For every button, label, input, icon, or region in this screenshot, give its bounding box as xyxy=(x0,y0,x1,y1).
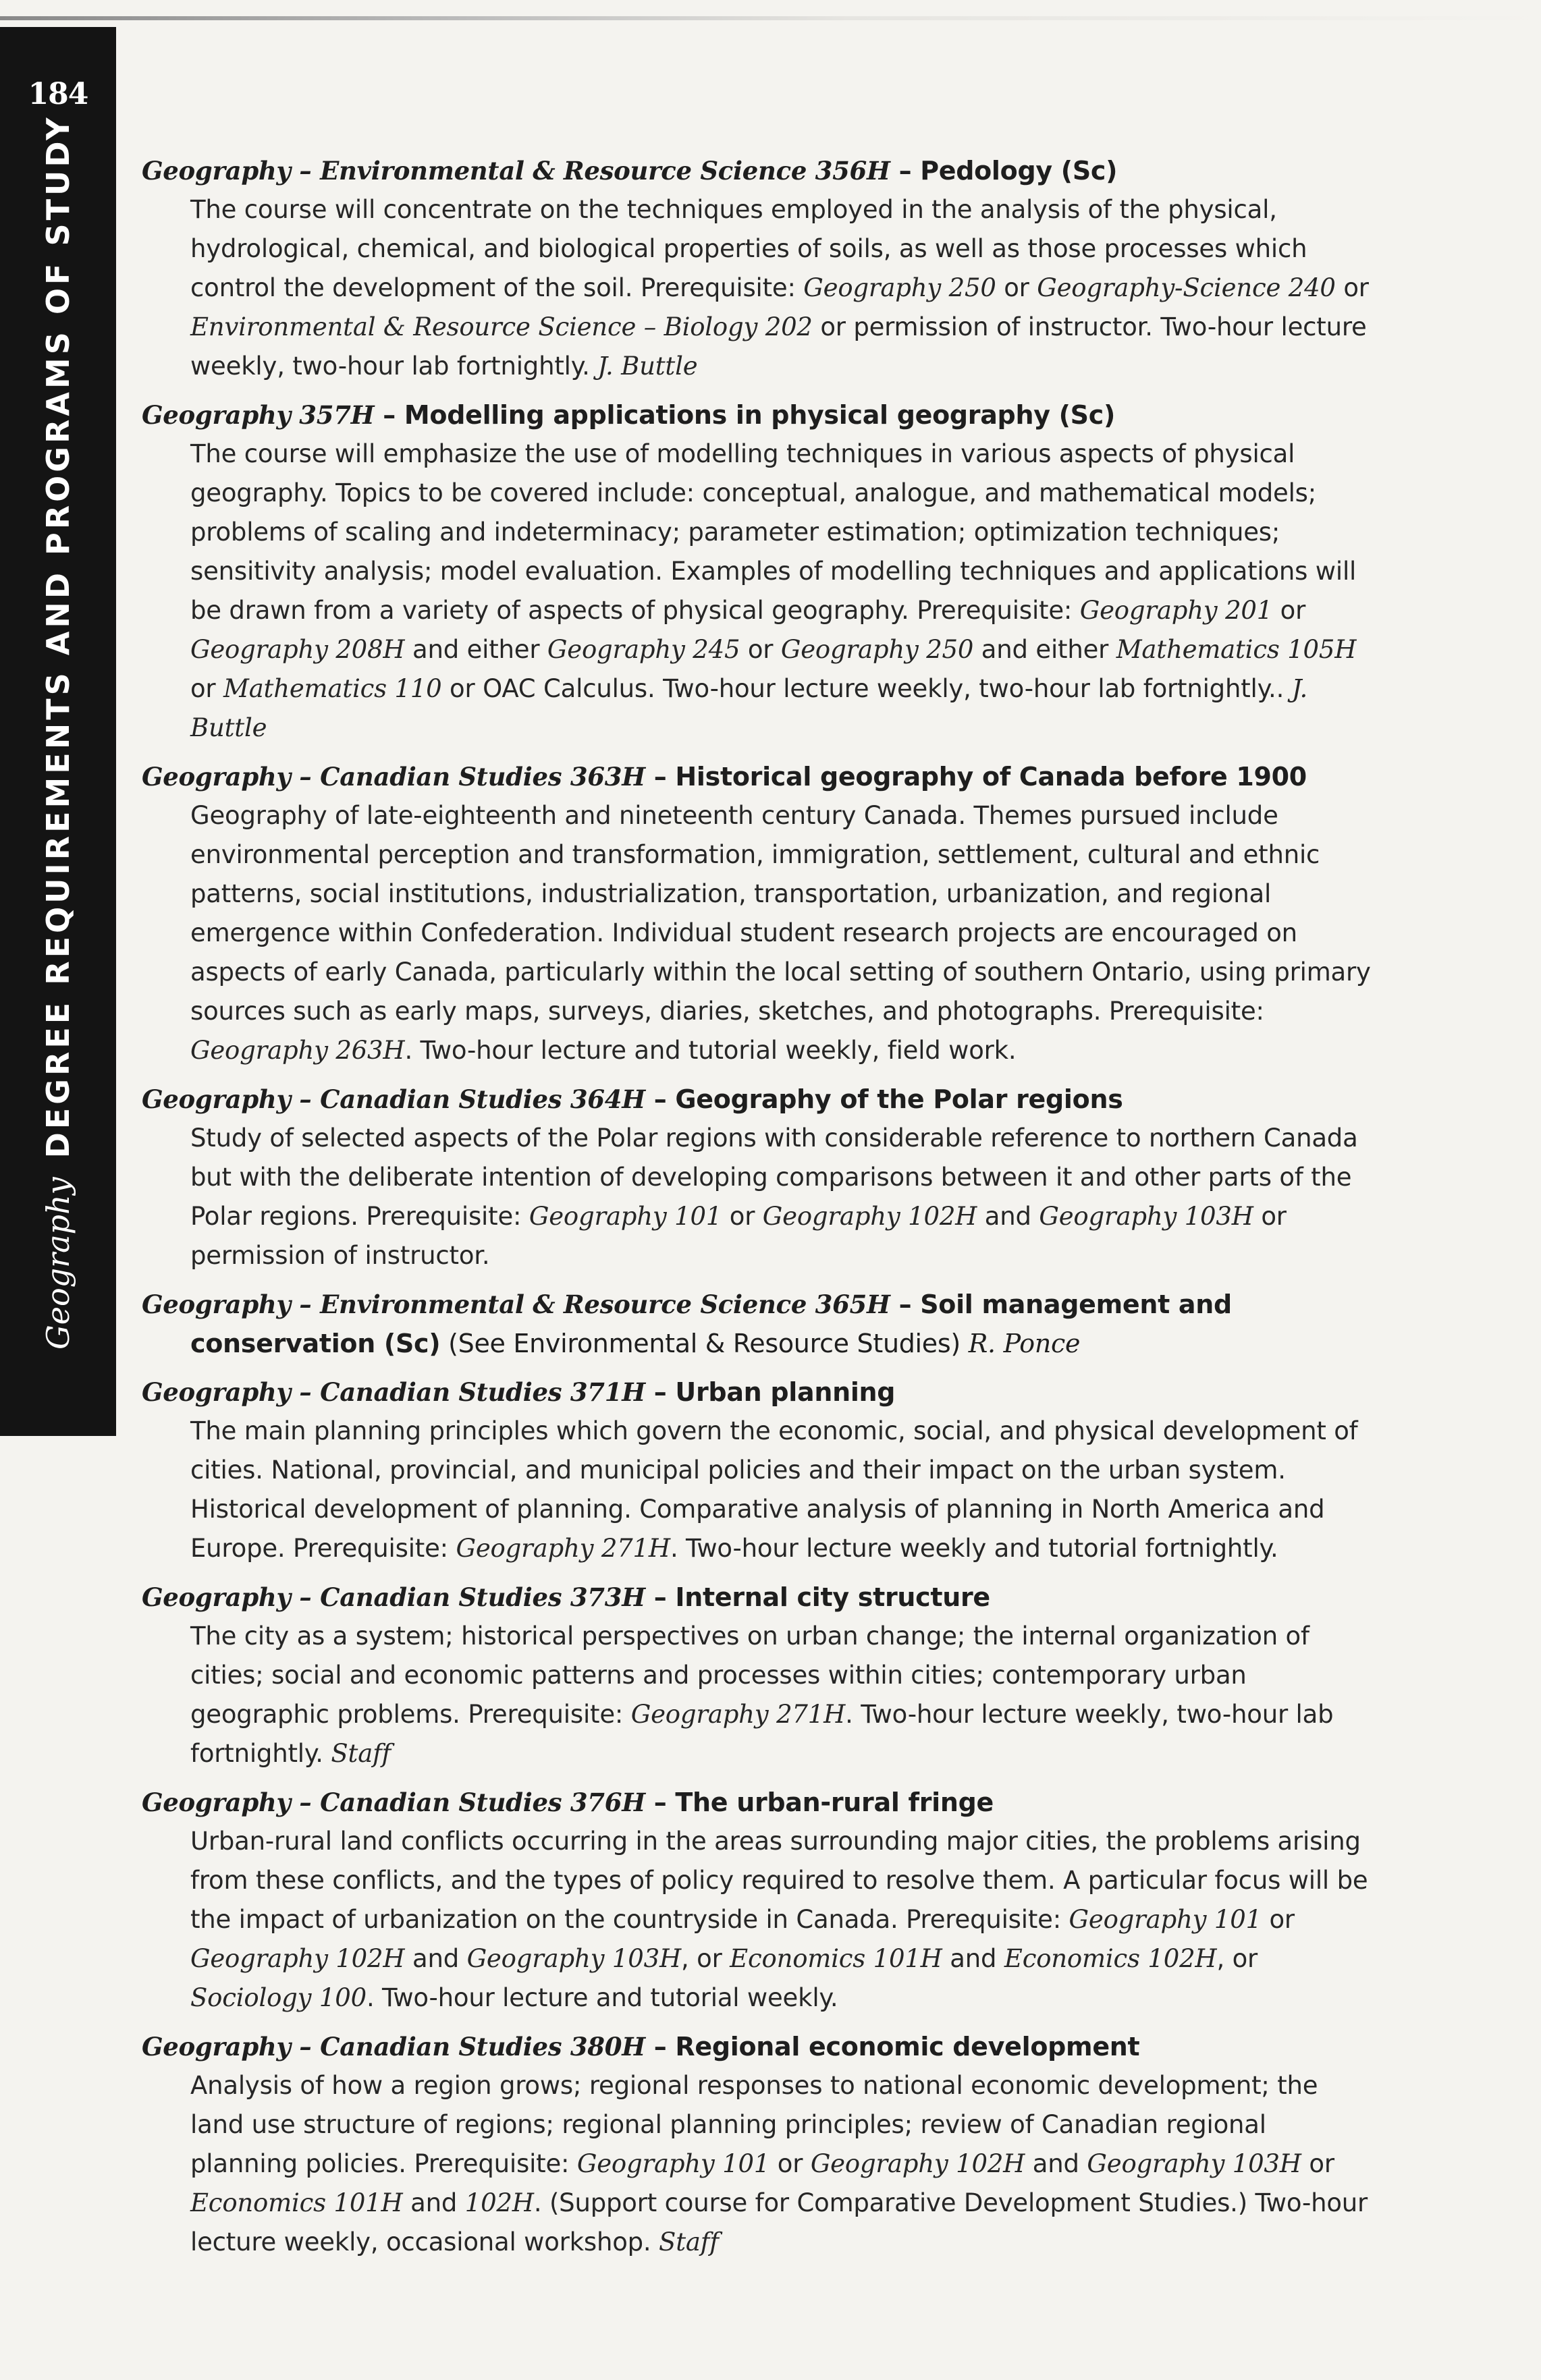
course-reference: Mathematics 110 xyxy=(223,674,442,703)
description-text: or xyxy=(740,635,781,664)
course-description xyxy=(142,1412,1377,1568)
course-description xyxy=(142,435,1377,748)
course-entry xyxy=(142,151,1377,386)
heading-separator: – xyxy=(645,1582,676,1612)
course-reference: Geography 263H xyxy=(190,1036,405,1065)
course-heading xyxy=(142,1578,1377,1617)
description-text: , or xyxy=(681,1944,730,1973)
section-title xyxy=(31,114,85,1350)
description-text: The course will emphasize the use of modelling techniques in various aspects of physical geography. Topics to be covered include: conceptual, analogue, and mathematical models; problems of scaling and indeterminacy; parameter estimation; optimization techniques; sensitivity analysis; model evaluation. Examples of modelling techniques and applications will be drawn from a variety of aspects of physical geography. Prerequisite: xyxy=(190,439,1357,625)
course-code: Geography – Environmental & Resource Science 356H xyxy=(142,156,890,186)
description-text: and xyxy=(977,1202,1039,1231)
description-text: or xyxy=(1301,2149,1334,2178)
course-reference: Geography 208H xyxy=(190,635,405,664)
course-code: Geography – Environmental & Resource Science 365H xyxy=(142,1290,890,1319)
heading-separator: – xyxy=(645,1788,676,1817)
course-description xyxy=(142,190,1377,386)
description-text: . Two-hour lecture weekly, two-hour lab fortnightly. xyxy=(190,1700,1334,1768)
description-text: or xyxy=(190,674,224,703)
course-reference: Geography-Science 240 xyxy=(1037,273,1336,302)
course-reference: Economics 101H xyxy=(190,2188,403,2217)
course-reference: Geography 102H xyxy=(190,1944,405,1973)
description-text: . Two-hour lecture weekly and tutorial fortnightly. xyxy=(670,1534,1278,1563)
course-reference: Geography 201 xyxy=(1079,596,1273,625)
course-reference: Economics 102H xyxy=(1004,1944,1217,1973)
course-cross-reference xyxy=(440,1329,1080,1358)
course-entry xyxy=(142,757,1377,1070)
description-text: . (Support course for Comparative Development Studies.) Two-hour lecture weekly, occasional workshop. xyxy=(190,2188,1368,2257)
course-entry xyxy=(142,1080,1377,1275)
heading-separator: – xyxy=(890,156,921,186)
course-reference: Geography 271H xyxy=(630,1700,846,1729)
course-title: Geography of the Polar regions xyxy=(675,1084,1123,1114)
course-reference: Mathematics 105H xyxy=(1116,635,1357,664)
heading-separator: – xyxy=(890,1290,921,1319)
course-description xyxy=(142,1822,1377,2018)
heading-separator: – xyxy=(645,1377,676,1407)
course-title: Pedology (Sc) xyxy=(920,156,1118,186)
description-text: and xyxy=(404,1944,467,1973)
description-text: Study of selected aspects of the Polar regions with considerable reference to northern Canada but with the deliberate intention of developing comparisons between it and other parts of the Polar regions. Prerequisite: xyxy=(190,1124,1358,1231)
course-heading xyxy=(142,395,1377,435)
side-bar xyxy=(0,27,116,1436)
course-instructor: R. Ponce xyxy=(968,1329,1081,1358)
course-title: Modelling applications in physical geography (Sc) xyxy=(404,400,1116,430)
course-reference: Geography 101 xyxy=(1069,1905,1262,1934)
description-text: The city as a system; historical perspectives on urban change; the internal organization of cities; social and economic patterns and processes within cities; contemporary urban geographic problems. Prerequisite: xyxy=(190,1622,1309,1729)
heading-separator: – xyxy=(645,2032,676,2061)
course-heading xyxy=(142,1285,1377,1363)
description-text: or xyxy=(1272,596,1306,625)
course-entry xyxy=(142,1578,1377,1773)
course-reference: Sociology 100 xyxy=(190,1983,367,2012)
course-reference: Geography 250 xyxy=(780,635,974,664)
course-reference: Geography 250 xyxy=(803,273,996,302)
course-heading xyxy=(142,2027,1377,2066)
description-text: The course will concentrate on the techniques employed in the analysis of the physical, hydrological, chemical, and biological properties of soils, as well as those processes which control the development of the soil. Prerequisite: xyxy=(190,195,1307,302)
heading-separator: – xyxy=(374,400,404,430)
course-reference: J. Buttle xyxy=(190,674,1308,742)
course-code: Geography – Canadian Studies 364H xyxy=(142,1084,645,1114)
description-text: Geography of late-eighteenth and nineteenth century Canada. Themes pursued include environmental perception and transformation, immigration, settlement, cultural and ethnic patterns, social institutions, industrialization, transportation, urbanization, and regional emergence within Confederation. Individual student research projects are encouraged on aspects of early Canada, particularly within the local setting of southern Ontario, using primary sources such as early maps, surveys, diaries, sketches, and photographs. Prerequisite: xyxy=(190,801,1371,1026)
course-title: Regional economic development xyxy=(675,2032,1140,2061)
description-text: . Two-hour lecture and tutorial weekly, field work. xyxy=(404,1036,1017,1065)
course-reference: Staff xyxy=(331,1739,391,1768)
course-code: Geography – Canadian Studies 371H xyxy=(142,1377,645,1407)
course-reference: 102H xyxy=(464,2188,534,2217)
top-rule xyxy=(0,16,1541,20)
course-list xyxy=(142,151,1377,2271)
description-text: The main planning principles which govern the economic, social, and physical development of cities. National, provincial, and municipal policies and their impact on the urban system. Historical development of planning. Comparative analysis of planning in North America and Europe. Prerequisite: xyxy=(190,1416,1358,1563)
course-reference: Geography 103H xyxy=(1087,2149,1301,2178)
description-text: or xyxy=(722,1202,763,1231)
description-text: or xyxy=(1261,1905,1295,1934)
description-text: or permission of instructor. Two-hour lecture weekly, two-hour lab fortnightly. xyxy=(190,312,1367,381)
course-entry xyxy=(142,1285,1377,1363)
description-text: or permission of instructor. xyxy=(190,1202,1287,1270)
description-text: Urban-rural land conflicts occurring in the areas surrounding major cities, the problems arising from these conflicts, and the types of policy required to resolve them. A particular focus will be the impact of urbanization on the countryside in Canada. Prerequisite: xyxy=(190,1827,1368,1934)
course-code: Geography – Canadian Studies 380H xyxy=(142,2032,645,2061)
course-reference: Geography 102H xyxy=(810,2149,1025,2178)
description-text: or xyxy=(1335,273,1369,302)
description-text: and either xyxy=(973,635,1116,664)
course-heading xyxy=(142,1373,1377,1412)
course-code: Geography – Canadian Studies 373H xyxy=(142,1582,645,1612)
course-entry xyxy=(142,2027,1377,2262)
course-reference: Geography 101 xyxy=(576,2149,770,2178)
course-title: Urban planning xyxy=(675,1377,896,1407)
course-code: Geography 357H xyxy=(142,400,375,430)
description-text: and xyxy=(942,1944,1004,1973)
description-text: or xyxy=(769,2149,811,2178)
heading-separator: – xyxy=(645,762,676,792)
course-heading xyxy=(142,757,1377,796)
description-text: , or xyxy=(1216,1944,1258,1973)
description-text: and xyxy=(1025,2149,1087,2178)
course-heading xyxy=(142,151,1377,190)
course-title: Soil management and conservation (Sc) xyxy=(190,1290,1232,1358)
course-entry xyxy=(142,395,1377,748)
cross-reference-text: (See Environmental & Resource Studies) xyxy=(448,1329,961,1358)
course-reference: Geography 103H xyxy=(466,1944,682,1973)
description-text: and xyxy=(402,2188,465,2217)
course-reference: Geography 102H xyxy=(762,1202,977,1231)
course-description xyxy=(142,1119,1377,1275)
course-reference: Staff xyxy=(659,2227,719,2257)
page-number: 184 xyxy=(28,77,88,111)
description-text: Analysis of how a region grows; regional responses to national economic development; the land use structure of regions; regional planning principles; review of Canadian regional planning policies. Prerequisite: xyxy=(190,2071,1318,2178)
course-title: The urban-rural fringe xyxy=(675,1788,994,1817)
course-reference: Environmental & Resource Science – Biology 202 xyxy=(190,312,813,341)
description-text: or xyxy=(996,273,1037,302)
course-reference: Economics 101H xyxy=(730,1944,942,1973)
course-heading xyxy=(142,1080,1377,1119)
course-heading xyxy=(142,1783,1377,1822)
course-entry xyxy=(142,1783,1377,2018)
course-description xyxy=(142,2066,1377,2262)
course-code: Geography – Canadian Studies 376H xyxy=(142,1788,645,1817)
course-code: Geography – Canadian Studies 363H xyxy=(142,762,645,792)
description-text: or OAC Calculus. Two-hour lecture weekly, two-hour lab fortnightly.. xyxy=(441,674,1292,703)
course-description xyxy=(142,796,1377,1070)
course-reference: Geography 245 xyxy=(547,635,740,664)
section-title-heading: DEGREE REQUIREMENTS AND PROGRAMS OF STUDY xyxy=(40,114,76,1159)
course-reference: J. Buttle xyxy=(597,352,698,381)
course-title: Historical geography of Canada before 1900 xyxy=(675,762,1307,792)
section-title-subject: Geography xyxy=(40,1177,76,1350)
course-reference: Geography 271H xyxy=(456,1534,670,1563)
course-reference: Geography 103H xyxy=(1039,1202,1253,1231)
description-text: . Two-hour lecture and tutorial weekly. xyxy=(366,1983,838,2012)
course-description xyxy=(142,1617,1377,1773)
course-title: Internal city structure xyxy=(675,1582,990,1612)
description-text: and either xyxy=(404,635,547,664)
course-entry xyxy=(142,1373,1377,1568)
course-reference: Geography 101 xyxy=(529,1202,722,1231)
heading-separator: – xyxy=(645,1084,676,1114)
